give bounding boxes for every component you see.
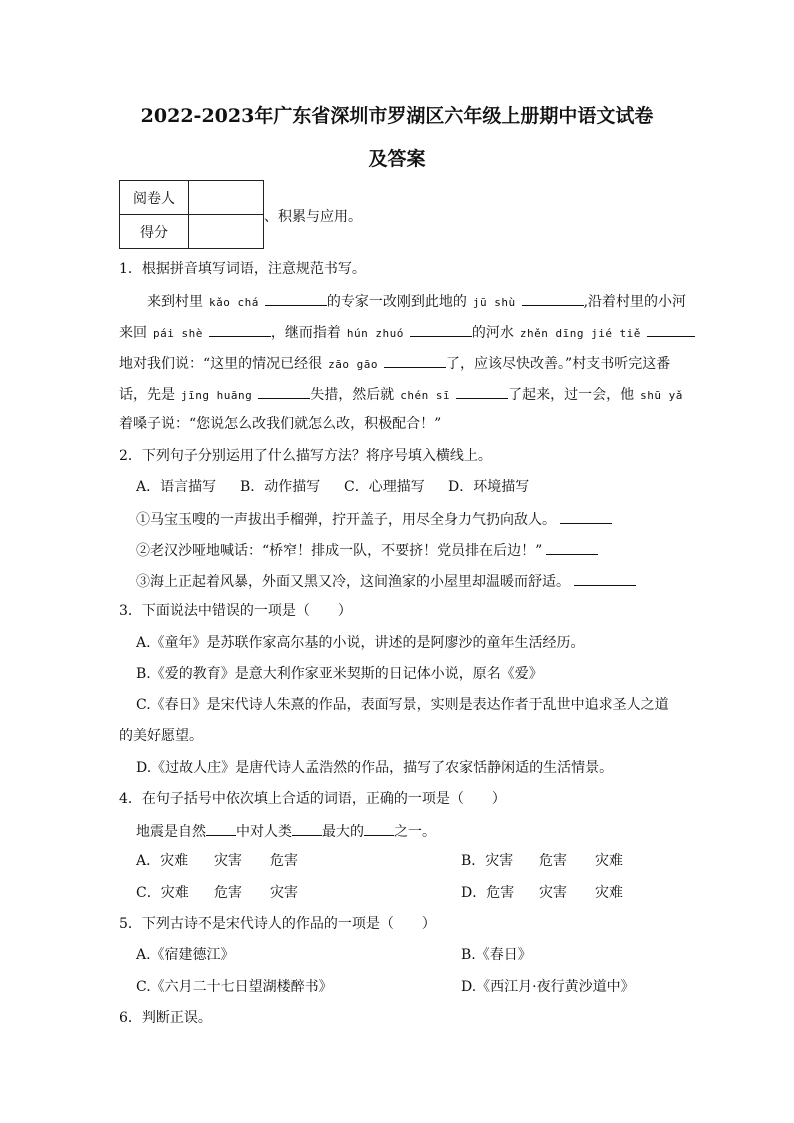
text: 之一。 bbox=[394, 824, 436, 840]
text: ,沿着村里的小河 bbox=[583, 294, 687, 310]
answer-blank[interactable] bbox=[560, 508, 612, 524]
q5-option-c: C.《六月二十七日望湖楼醉书》 bbox=[136, 979, 333, 995]
option-word: 危害 bbox=[539, 853, 567, 869]
pinyin: shū yǎ bbox=[640, 389, 683, 402]
text: ③海上正起着风暴，外面又黑又冷，这间渔家的小屋里却温暖而舒适。 bbox=[136, 574, 570, 590]
score-label: 得分 bbox=[120, 215, 189, 249]
answer-blank[interactable] bbox=[410, 321, 472, 337]
pinyin: kǎo chá bbox=[209, 296, 259, 309]
option-word: 灾害 bbox=[539, 885, 567, 901]
q2-stem: 2．下列句子分别运用了什么描写方法？将序号填入横线上。 bbox=[119, 448, 492, 464]
answer-blank[interactable] bbox=[265, 290, 327, 306]
text: ②老汉沙哑地喊话：“桥窄！排成一队，不要挤！党员排在后边！” bbox=[136, 543, 543, 559]
q2-sentence-3 bbox=[136, 570, 636, 592]
q5-option-a: A.《宿建德江》 bbox=[136, 947, 235, 963]
text: 了，应该尽快改善。”村支书听完这番 bbox=[446, 356, 671, 372]
reviewer-cell[interactable] bbox=[189, 181, 264, 215]
option-a: A．语言描写 bbox=[136, 479, 217, 495]
option-word: 灾害 bbox=[270, 885, 298, 901]
option-word: 危害 bbox=[214, 885, 242, 901]
q3-option-b: B.《爱的教育》是意大利作家亚米契斯的日记体小说，原名《爱》 bbox=[136, 666, 543, 682]
option-word: D．危害 bbox=[461, 885, 515, 901]
q1-paragraph-line5: 着嗓子说：“您说怎么改我们就怎么改，积极配合！” bbox=[119, 416, 442, 432]
option-word: C．灾难 bbox=[136, 885, 189, 901]
option-word: 危害 bbox=[270, 853, 298, 869]
page-title-continued: 及答案 bbox=[368, 148, 426, 170]
answer-blank[interactable] bbox=[206, 820, 236, 836]
q1-paragraph-line3 bbox=[119, 352, 670, 375]
option-b: B．动作描写 bbox=[240, 479, 321, 495]
text: ①马宝玉嗖的一声拔出手榴弹，拧开盖子，用尽全身力气扔向敌人。 bbox=[136, 512, 556, 528]
option-d: D．环境描写 bbox=[448, 479, 530, 495]
q2-sentence-2 bbox=[136, 539, 598, 561]
text: 的河水 bbox=[471, 325, 514, 341]
q2-options bbox=[136, 477, 529, 497]
reviewer-label: 阅卷人 bbox=[120, 181, 189, 215]
score-table bbox=[119, 180, 264, 249]
text: 中对人类 bbox=[236, 824, 292, 840]
option-word: 灾难 bbox=[595, 853, 623, 869]
pinyin: chén sī bbox=[400, 389, 451, 402]
option-word: 灾害 bbox=[214, 853, 242, 869]
q4-sentence bbox=[136, 820, 436, 842]
q6-stem: 6．判断正误。 bbox=[119, 1010, 212, 1026]
answer-blank[interactable] bbox=[574, 570, 636, 586]
text: 了起来，过一会，他 bbox=[508, 387, 635, 403]
text: 来到村里 bbox=[147, 294, 203, 310]
option-word: 灾难 bbox=[595, 885, 623, 901]
q1-paragraph-line2 bbox=[119, 321, 695, 344]
option-word: B．灾害 bbox=[461, 853, 514, 869]
answer-blank[interactable] bbox=[364, 820, 394, 836]
answer-blank[interactable] bbox=[522, 290, 584, 306]
q1-paragraph-line1 bbox=[147, 290, 686, 313]
q4-option-b bbox=[461, 851, 623, 871]
answer-blank[interactable] bbox=[292, 820, 322, 836]
text: 地对我们说：“这里的情况已经很 bbox=[119, 356, 323, 372]
text: 话，先是 bbox=[119, 387, 175, 403]
text: 最大的 bbox=[322, 824, 364, 840]
answer-blank[interactable] bbox=[546, 539, 598, 555]
q5-stem: 5．下列古诗不是宋代诗人的作品的一项是（ ） bbox=[119, 916, 436, 932]
page-title: 2022-2023年广东省深圳市罗湖区六年级上册期中语文试卷 bbox=[140, 105, 654, 127]
pinyin: pái shè bbox=[153, 327, 203, 340]
answer-blank[interactable] bbox=[647, 321, 695, 337]
pinyin: zāo gāo bbox=[328, 358, 379, 371]
q2-sentence-1 bbox=[136, 508, 612, 530]
pinyin: jīng huāng bbox=[181, 389, 253, 402]
q4-option-d bbox=[461, 883, 623, 903]
q4-stem: 4．在句子括号中依次填上合适的词语，正确的一项是（ ） bbox=[119, 791, 506, 807]
q5-option-b: B.《春日》 bbox=[461, 947, 532, 963]
q3-option-d: D.《过故人庄》是唐代诗人孟浩然的作品，描写了农家恬静闲适的生活情景。 bbox=[136, 760, 614, 776]
q4-option-c bbox=[136, 883, 298, 903]
answer-blank[interactable] bbox=[456, 383, 508, 399]
text: ，继而指着 bbox=[270, 325, 341, 341]
text: 来回 bbox=[119, 325, 147, 341]
section-title: 、积累与应用。 bbox=[264, 209, 362, 225]
q3-stem: 3．下面说法中错误的一项是（ ） bbox=[119, 603, 352, 619]
text: 地震是自然 bbox=[136, 824, 206, 840]
text: 失措，然后就 bbox=[310, 387, 395, 403]
option-word: A．灾难 bbox=[136, 853, 189, 869]
q5-option-d: D.《西江月·夜行黄沙道中》 bbox=[461, 979, 635, 995]
q1-paragraph-line4 bbox=[119, 383, 683, 406]
q1-stem: 1．根据拼音填写词语，注意规范书写。 bbox=[119, 261, 366, 277]
pinyin: zhěn dīng jié tiě bbox=[519, 327, 641, 340]
answer-blank[interactable] bbox=[258, 383, 310, 399]
q4-option-a bbox=[136, 851, 298, 871]
answer-blank[interactable] bbox=[209, 321, 271, 337]
score-cell[interactable] bbox=[189, 215, 264, 249]
option-c: C．心理描写 bbox=[344, 479, 425, 495]
q3-option-c-continued: 的美好愿望。 bbox=[119, 728, 203, 744]
text: 的专家一改刚到此地的 bbox=[326, 294, 467, 310]
answer-blank[interactable] bbox=[384, 352, 446, 368]
q3-option-c: C.《春日》是宋代诗人朱熹的作品，表面写景，实则是表达作者于乱世中追求圣人之道 bbox=[136, 697, 669, 713]
pinyin: jū shù bbox=[472, 296, 516, 309]
q3-option-a: A.《童年》是苏联作家高尔基的小说，讲述的是阿廖沙的童年生活经历。 bbox=[136, 635, 585, 651]
pinyin: hún zhuó bbox=[346, 327, 404, 340]
